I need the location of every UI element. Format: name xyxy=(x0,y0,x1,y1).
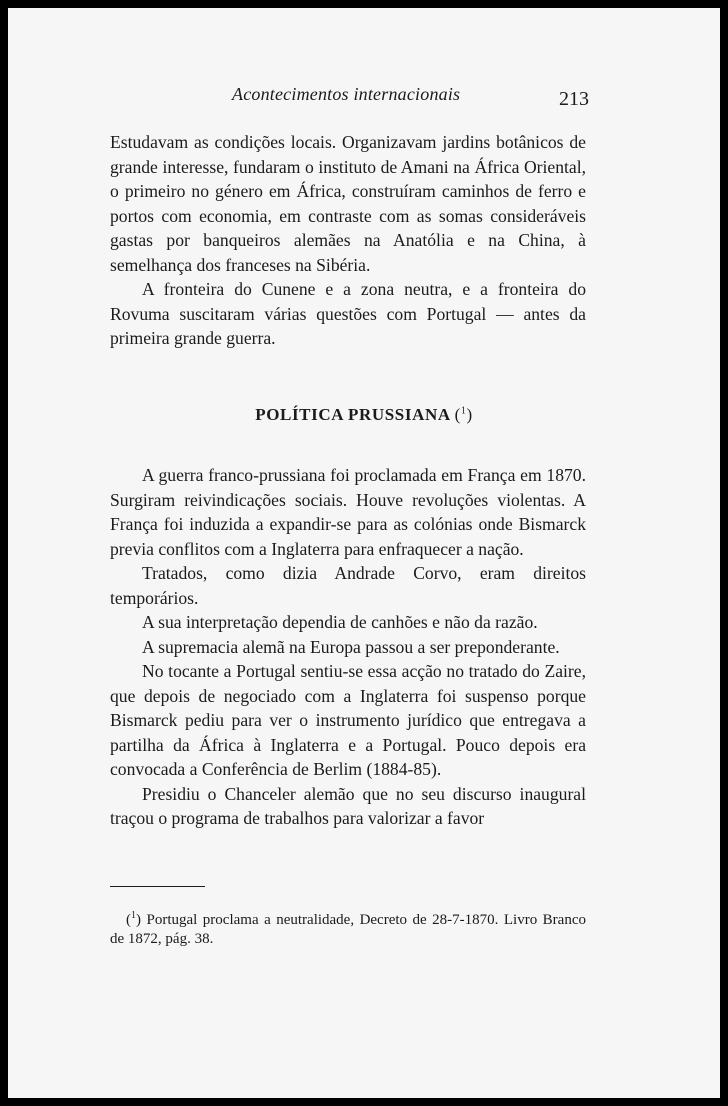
paragraph: A supremacia alemã na Europa passou a ser preponderante. xyxy=(142,636,560,657)
section-title-text: POLÍTICA PRUSSIANA xyxy=(255,405,450,424)
body-text-section xyxy=(110,463,586,831)
footnote: ($^1$) Portugal proclama a neutralidade, Decreto de 28-7-1870. Livro Branco de 1872, pág. 38. xyxy=(110,910,586,947)
footnote-text: Portugal proclama a neutralidade, Decreto de 28-7-1870. Livro Branco de 1872, pág. 38. xyxy=(110,912,586,947)
paragraph: A fronteira do Cunene e a zona neutra, e a fronteira do Rovuma suscitaram várias questões com Portugal — antes da primeira grande guerra. xyxy=(110,279,586,348)
paragraph: Presidiu o Chanceler alemão que no seu discurso inaugural traçou o programa de trabalhos para valorizar a favor xyxy=(110,783,586,828)
footnote-reference: ($^1$) xyxy=(454,405,473,424)
page-number: 213 xyxy=(559,88,589,110)
running-head xyxy=(8,84,720,114)
paragraph: Tratados, como dizia Andrade Corvo, eram direitos temporários. xyxy=(110,563,586,608)
footnote-rule xyxy=(110,886,205,887)
section-title xyxy=(8,405,720,425)
running-title: Acontecimentos internacionais xyxy=(232,84,461,104)
paragraph: No tocante a Portugal sentiu-se essa acção no tratado do Zaire, que depois de negociado com a Inglaterra foi suspenso porque Bismarck pediu para ver o instrumento jurídico que entregava a partilha da África à Inglaterra e a Portugal. Pouco depois era convocada a Conferência de Berlim (1884-85). xyxy=(110,661,586,779)
paragraph: Estudavam as condições locais. Organizavam jardins botânicos de grande interesse, fundaram o instituto de Amani na África Oriental, o primeiro no género em África, construíram caminhos de ferro e portos com economia, em contraste com as somas consideráveis gastas por banqueiros alemães na Anatólia e na China, à semelhança dos franceses na Sibéria. xyxy=(110,132,586,275)
paragraph: A sua interpretação dependia de canhões e não da razão. xyxy=(142,612,538,632)
book-page xyxy=(8,8,720,1098)
paragraph: A guerra franco-prussiana foi proclamada em França em 1870. Surgiram reivindicações sociais. Houve revoluções violentas. A França foi induzida a expandir-se para as colónias onde Bismarck previa conflitos com a Inglaterra para enfraquecer a nação. xyxy=(110,465,586,559)
body-text-top xyxy=(110,130,586,351)
footnote-marker: 1 xyxy=(131,910,136,921)
